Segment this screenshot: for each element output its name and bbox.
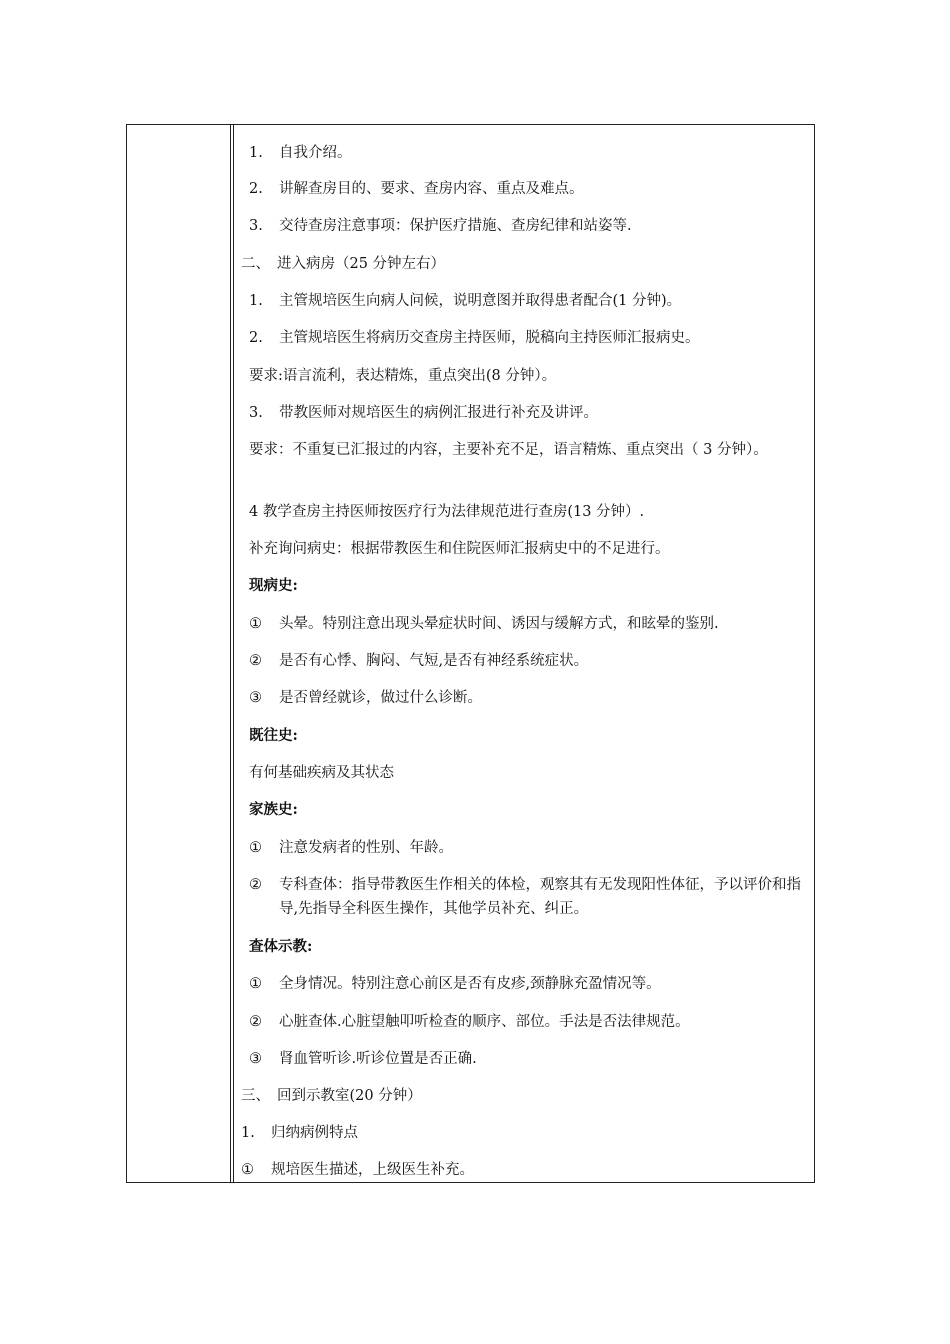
list-item: ② 专科查体：指导带教医生作相关的体检，观察其有无发现阳性体征，予以评价和指导,先指导全科医生操作，其他学员补充、纠正。 (249, 877, 801, 917)
list-item: 1. 自我介绍。 (249, 145, 352, 161)
subheading-present-illness: 现病史: (249, 577, 298, 594)
subheading-family-history: 家族史: (249, 801, 298, 818)
list-item: ① 全身情况。特别注意心前区是否有皮疹,颈静脉充盈情况等。 (249, 976, 661, 992)
list-item: ③ 肾血管听诊.听诊位置是否正确. (249, 1051, 477, 1067)
column-divider-double (233, 125, 234, 1182)
paragraph: 有何基础疾病及其状态 (249, 765, 394, 781)
table-frame (126, 124, 815, 1183)
paragraph: 补充询问病史：根据带教医生和住院医师汇报病史中的不足进行。 (249, 541, 670, 557)
list-item: 1. 归纳病例特点 (241, 1125, 358, 1141)
requirement-text: 要求:语言流利，表达精炼，重点突出(8 分钟）。 (249, 368, 557, 384)
column-divider (230, 125, 231, 1182)
list-item: ① 头晕。特别注意出现头晕症状时间、诱因与缓解方式，和眩晕的鉴别. (249, 616, 719, 632)
paragraph: 4 教学查房主持医师按医疗行为法律规范进行查房(13 分钟）. (249, 504, 645, 520)
requirement-text: 要求：不重复已汇报过的内容，主要补充不足，语言精炼、重点突出（ 3 分钟）。 (249, 442, 768, 458)
list-item: ② 心脏查体.心脏望触叩听检查的顺序、部位。手法是否法律规范。 (249, 1014, 690, 1030)
list-item: 3. 带教医师对规培医生的病例汇报进行补充及讲评。 (249, 405, 598, 421)
list-item: 1. 主管规培医生向病人问候，说明意图并取得患者配合(1 分钟)。 (249, 293, 682, 309)
subheading-past-history: 既往史: (249, 727, 298, 744)
section-heading: 三、 回到示教室(20 分钟） (241, 1088, 422, 1104)
subheading-exam-demo: 查体示教: (249, 938, 313, 955)
list-item: 2. 主管规培医生将病历交查房主持医师，脱稿向主持医师汇报病史。 (249, 330, 700, 346)
list-item: ① 规培医生描述，上级医生补充。 (241, 1162, 474, 1178)
list-item: ① 注意发病者的性别、年龄。 (249, 840, 453, 856)
list-item: 3. 交待查房注意事项：保护医疗措施、查房纪律和站姿等. (249, 218, 632, 234)
list-item: ③ 是否曾经就诊，做过什么诊断。 (249, 690, 482, 706)
list-item: 2. 讲解查房目的、要求、查房内容、重点及难点。 (249, 181, 584, 197)
section-heading: 二、 进入病房（25 分钟左右） (241, 256, 446, 272)
list-item: ② 是否有心悸、胸闷、气短,是否有神经系统症状。 (249, 653, 589, 669)
